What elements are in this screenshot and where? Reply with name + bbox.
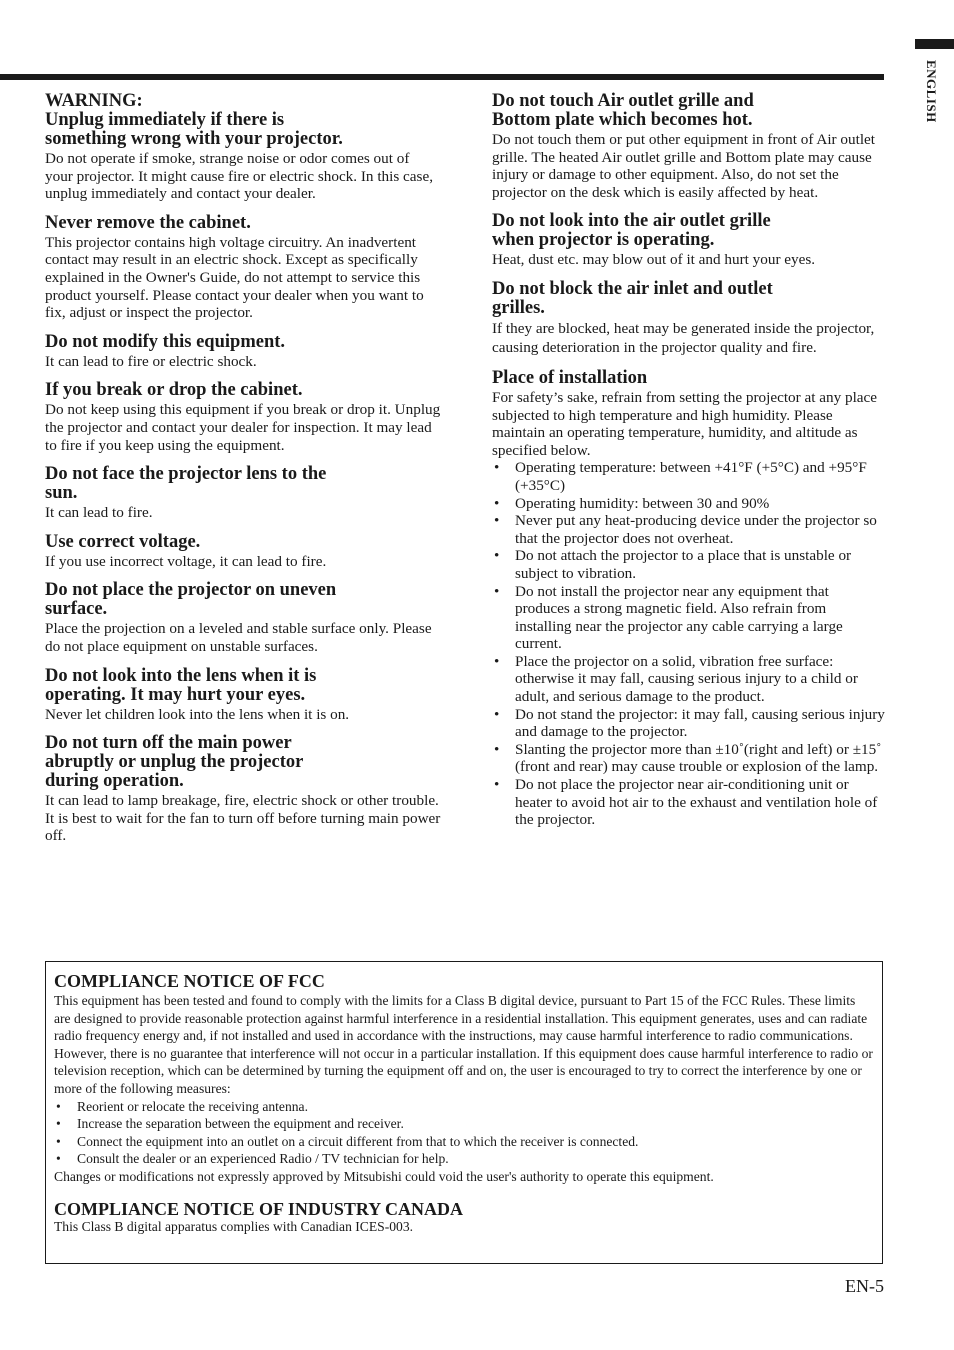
- installation-bullet-list: [492, 459, 886, 828]
- section-body: If they are blocked, heat may be generated inside the projector, causing deterioration in the projector quality and fire.: [492, 319, 875, 357]
- section-title: WARNING: Unplug immediately if there is something wrong with your projector.: [45, 91, 343, 149]
- section-body: If you use incorrect voltage, it can lead to fire.: [45, 552, 327, 570]
- section-break-or-drop: [45, 381, 441, 454]
- list-item: • Consult the dealer or an experienced Radio / TV technician for help.: [54, 1150, 874, 1168]
- list-item: • Never put any heat-producing device under the projector so that the projector does not overheat.: [492, 512, 886, 547]
- section-title: Do not look into the lens when it is operating. It may hurt your eyes.: [45, 665, 317, 705]
- section-title: Do not block the air inlet and outlet grilles.: [492, 278, 773, 318]
- list-item: • Increase the separation between the equipment and receiver.: [54, 1115, 874, 1133]
- section-place-of-installation: [492, 369, 886, 829]
- right-column: [492, 92, 886, 840]
- section-title: Do not look into the air outlet grille when projector is operating.: [492, 211, 771, 251]
- section-title: Do not modify this equipment.: [45, 331, 286, 352]
- fcc-body: This equipment has been tested and found to comply with the limits for a Class B digital device, pursuant to Part 15 of the FCC Rules. These limits are designed to provide reasonable protection against harmful interference in a residential installation. This equipment generates, uses and can radiate radio frequency energy and, if not installed and used in accordance with the instructions, may cause harmful interference to radio communications. However, there is no guarantee that interference will not occur in a particular installation. If this equipment does cause harmful interference to radio or television reception, which can be determined by turning the equipment off and on, the user is encouraged to try to correct the interference by one or more of the following measures:: [54, 993, 873, 1096]
- section-uneven-surface: [45, 581, 441, 655]
- section-title: Do not place the projector on uneven surface.: [45, 580, 337, 620]
- section-body: Do not keep using this equipment if you break or drop it. Unplug the projector and contact your dealer for inspection. It may lead to fire if you keep using the equipment.: [45, 401, 441, 454]
- section-title: Never remove the cabinet.: [45, 212, 251, 233]
- section-main-power: [45, 734, 441, 845]
- list-item: • Do not install the projector near any equipment that produces a strong magnetic field. Also refrain from installing near the projector any cable carrying a large current.: [492, 583, 886, 653]
- section-block-grilles: [492, 280, 886, 358]
- language-tab-bar: [915, 39, 954, 49]
- section-air-outlet-hot: [492, 92, 886, 201]
- section-body: It can lead to fire or electric shock.: [45, 352, 257, 370]
- list-item: • Reorient or relocate the receiving antenna.: [54, 1098, 874, 1116]
- header-rule: [0, 74, 884, 80]
- section-lens-sun: [45, 465, 441, 522]
- section-body: Do not operate if smoke, strange noise or odor comes out of your projector. It might cause fire or electric shock. In this case, unplug immediately and contact your dealer.: [45, 150, 433, 203]
- section-body: For safety’s sake, refrain from setting the projector at any place subjected to high temperature and high humidity. Please maintain an operating temperature, humidity, and altitude as specified below.: [492, 388, 878, 459]
- section-title: Do not touch Air outlet grille and Bottom plate which becomes hot.: [492, 91, 754, 130]
- section-title: Do not face the projector lens to the sun.: [45, 464, 327, 504]
- fcc-bullet-list: [54, 1098, 874, 1168]
- list-item: • Do not attach the projector to a place that is unstable or subject to vibration.: [492, 547, 886, 582]
- section-body: Place the projection on a leveled and stable surface only. Please do not place equipment on unstable surfaces.: [45, 620, 432, 655]
- section-warning-unplug: [45, 92, 441, 203]
- section-look-into-lens: [45, 667, 441, 724]
- section-title: Do not turn off the main power abruptly or unplug the projector during operation.: [45, 733, 304, 792]
- section-look-into-grille: [492, 212, 886, 269]
- page-number: EN-5: [845, 1276, 884, 1296]
- section-title: Use correct voltage.: [45, 531, 201, 552]
- fcc-footer: Changes or modifications not expressly approved by Mitsubishi could void the user's authority to operate this equipment.: [54, 1168, 714, 1184]
- section-body: Never let children look into the lens when it is on.: [45, 705, 350, 723]
- list-item: • Slanting the projector more than ±10˚(right and left) or ±15˚ (front and rear) may cause trouble or explosion of the lamp.: [492, 741, 886, 776]
- list-item: • Connect the equipment into an outlet on a circuit different from that to which the receiver is connected.: [54, 1133, 874, 1151]
- list-item: • Do not stand the projector: it may fall, causing serious injury and damage to the projector.: [492, 706, 886, 741]
- fcc-title: COMPLIANCE NOTICE OF FCC: [54, 971, 325, 991]
- section-body: Heat, dust etc. may blow out of it and hurt your eyes.: [492, 251, 816, 269]
- section-title: If you break or drop the cabinet.: [45, 380, 303, 401]
- compliance-notice-box: [45, 961, 883, 1264]
- language-side-label: ENGLISH: [924, 60, 939, 123]
- section-correct-voltage: [45, 533, 441, 571]
- list-item: • Operating temperature: between +41°F (+5°C) and +95°F (+35°C): [492, 459, 886, 494]
- left-column: [45, 92, 441, 856]
- section-do-not-modify: [45, 333, 441, 371]
- section-title: Place of installation: [492, 367, 648, 388]
- canada-body: This Class B digital apparatus complies with Canadian ICES-003.: [54, 1218, 414, 1234]
- section-body: This projector contains high voltage circuitry. An inadvertent contact may result in an electric shock. Except as specifically explained in the Owner's Guide, do not attempt to service this product yourself. Please contact your dealer when you want to fix, adjust or inspect the projector.: [45, 233, 424, 322]
- list-item: • Do not place the projector near air-conditioning unit or heater to avoid hot air to the exhaust and ventilation hole of the projector.: [492, 776, 886, 829]
- section-body: It can lead to fire.: [45, 504, 153, 522]
- canada-title: COMPLIANCE NOTICE OF INDUSTRY CANADA: [54, 1198, 464, 1219]
- list-item: • Operating humidity: between 30 and 90%: [492, 495, 886, 513]
- list-item: • Place the projector on a solid, vibration free surface: otherwise it may fall, causing serious injury to a child or adult, and serious damage to the product.: [492, 653, 886, 706]
- section-never-remove-cabinet: [45, 214, 441, 322]
- section-body: It can lead to lamp breakage, fire, electric shock or other trouble. It is best to wait for the fan to turn off before turning main power off.: [45, 792, 441, 845]
- section-body: Do not touch them or put other equipment in front of Air outlet grille. The heated Air outlet grille and Bottom plate may cause injury or damage to other equipment. Also, do not set the projector on the desk which is easily affected by heat.: [492, 131, 875, 201]
